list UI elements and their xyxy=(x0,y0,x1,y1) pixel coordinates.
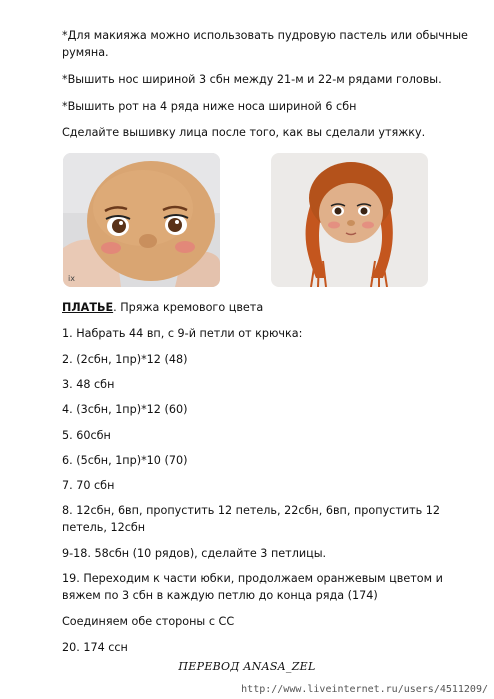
dress-row: вяжем по 3 сбн в каждую петлю до конца ряда (174) xyxy=(62,589,378,602)
intro-line: *Вышить нос шириной 3 сбн между 21-м и 22-м рядами головы. xyxy=(62,73,442,86)
photo-doll-head xyxy=(63,153,220,287)
dress-row: Соединяем обе стороны с СС xyxy=(62,615,235,628)
dress-row: 6. (5сбн, 1пр)*10 (70) xyxy=(62,454,188,467)
intro-line: румяна. xyxy=(62,46,109,59)
dress-row: 2. (2сбн, 1пр)*12 (48) xyxy=(62,353,188,366)
dress-row: 8. 12сбн, 6вп, пропустить 12 петель, 22сбн, 6вп, пропустить 12 xyxy=(62,504,441,517)
dress-row: 4. (3сбн, 1пр)*12 (60) xyxy=(62,403,188,416)
dress-heading xyxy=(62,300,263,316)
footer-credit: ПЕРЕВОД ANASA_ZEL xyxy=(178,660,316,673)
intro-line: *Для макияжа можно использовать пудровую пастель или обычные xyxy=(62,29,468,42)
dress-row: 19. Переходим к части юбки, продолжаем оранжевым цветом и xyxy=(62,572,443,585)
dress-row: 9-18. 58сбн (10 рядов), сделайте 3 петлицы. xyxy=(62,547,327,560)
dress-row: 3. 48 сбн xyxy=(62,378,115,391)
dress-row: 1. Набрать 44 вп, с 9-й петли от крючка: xyxy=(62,327,303,340)
dress-heading-title: ПЛАТЬЕ xyxy=(62,301,114,314)
photo-doll-braids xyxy=(271,153,428,287)
intro-line: *Вышить рот на 4 ряда ниже носа шириной 6 сбн xyxy=(62,100,357,113)
dress-row: 5. 60сбн xyxy=(62,429,111,442)
source-url: http://www.liveinternet.ru/users/4511209/ xyxy=(241,684,488,695)
dress-row: петель, 12сбн xyxy=(62,521,146,534)
watermark-text: ix xyxy=(68,274,75,283)
intro-line: Сделайте вышивку лица после того, как вы сделали утяжку. xyxy=(62,126,426,139)
dress-row: 7. 70 сбн xyxy=(62,479,115,492)
dress-heading-rest: . Пряжа кремового цвета xyxy=(113,301,264,314)
dress-row: 20. 174 ссн xyxy=(62,641,128,654)
